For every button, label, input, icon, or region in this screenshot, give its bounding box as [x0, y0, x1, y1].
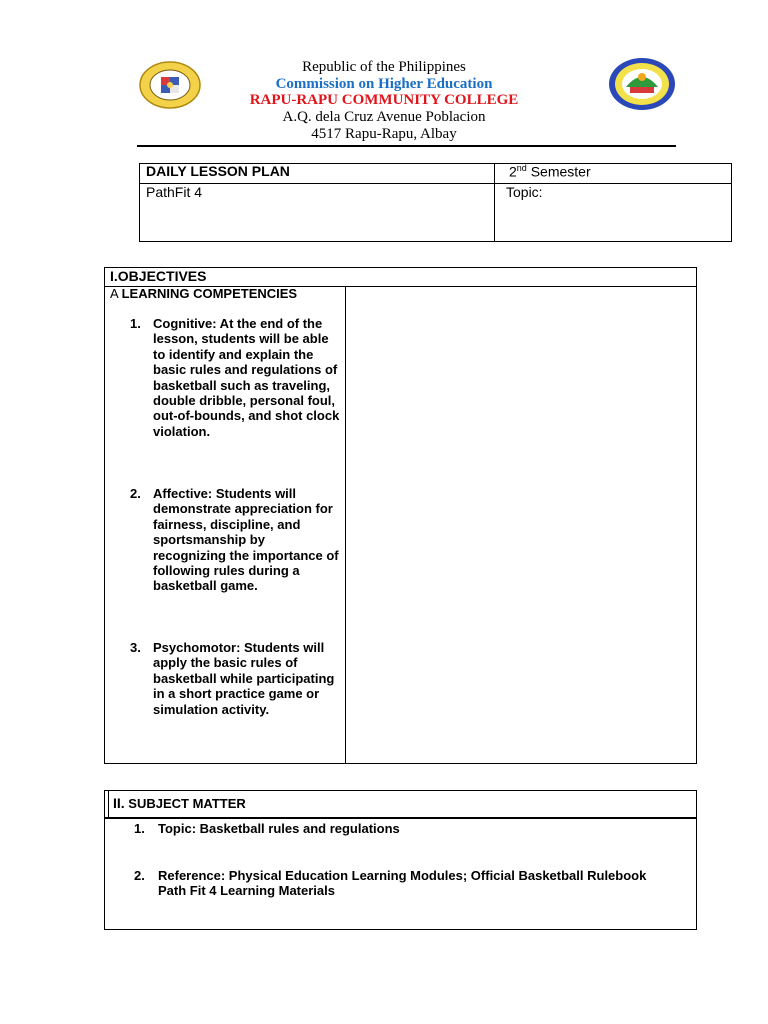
subject-item-number: 1. [134, 821, 145, 836]
subject-item-number: 2. [134, 868, 145, 883]
semester-label [509, 163, 591, 180]
subject-matter-table [104, 790, 697, 930]
lesson-plan-title: DAILY LESSON PLAN [146, 163, 290, 179]
semester-word: Semester [526, 163, 591, 180]
subject-matter-label: SUBJECT MATTER [124, 796, 246, 811]
subject-matter-prefix: II. [113, 795, 125, 811]
objectives-list [130, 316, 340, 439]
objective-item-psychomotor [130, 640, 340, 717]
subject-matter-heading-edge [108, 790, 109, 817]
objective-text: Psychomotor: Students will apply the basic rules of basketball while participating in a short practice game or simulation activity. [153, 640, 335, 717]
objectives-col-divider [345, 286, 346, 764]
learning-competencies-heading [110, 286, 297, 301]
topic-label: Topic: [506, 184, 543, 200]
objectives-list-3 [130, 640, 340, 717]
objective-number: 2. [130, 486, 141, 501]
objective-text: Affective: Students will demonstrate appreciation for fairness, discipline, and sportsmanship by recognizing the importance of following rules during a basketball game. [153, 486, 339, 594]
subject-item-text: Topic: Basketball rules and regulations [158, 821, 400, 836]
subject-item-text: Reference: Physical Education Learning Modules; Official Basketball Rulebook Path Fit 4 Learning Materials [158, 868, 647, 899]
lesson-plan-row-divider [139, 183, 732, 184]
republic-line: Republic of the Philippines [302, 59, 466, 75]
objective-item-affective [130, 486, 340, 594]
subject-item-topic [134, 821, 654, 836]
objectives-heading: I.OBJECTIVES [110, 268, 207, 284]
objective-number: 3. [130, 640, 141, 655]
semester-ordinal: nd [516, 163, 527, 173]
course-name: PathFit 4 [146, 184, 203, 200]
objectives-list-2 [130, 486, 340, 594]
subject-matter-row-divider [104, 817, 697, 819]
lesson-plan-col-divider [494, 163, 495, 242]
subject-item-reference [134, 868, 654, 899]
competencies-label: LEARNING COMPETENCIES [121, 286, 298, 301]
objective-number: 1. [130, 316, 141, 331]
objective-item-cognitive [130, 316, 340, 439]
subject-matter-heading [113, 795, 246, 811]
city-line: 4517 Rapu-Rapu, Albay [311, 126, 457, 142]
college-name: RAPU-RAPU COMMUNITY COLLEGE [249, 92, 519, 108]
header-divider [137, 145, 676, 147]
objective-text: Cognitive: At the end of the lesson, students will be able to identify and explain the basic rules and regulations of basketball such as traveling, double dribble, personal foul, out-of-bounds, and shot clock violation. [153, 316, 340, 439]
address-line: A.Q. dela Cruz Avenue Poblacion [282, 109, 486, 125]
commission-line: Commission on Higher Education [275, 76, 493, 92]
competencies-prefix: A [110, 286, 122, 301]
semester-number: 2 [509, 163, 517, 180]
